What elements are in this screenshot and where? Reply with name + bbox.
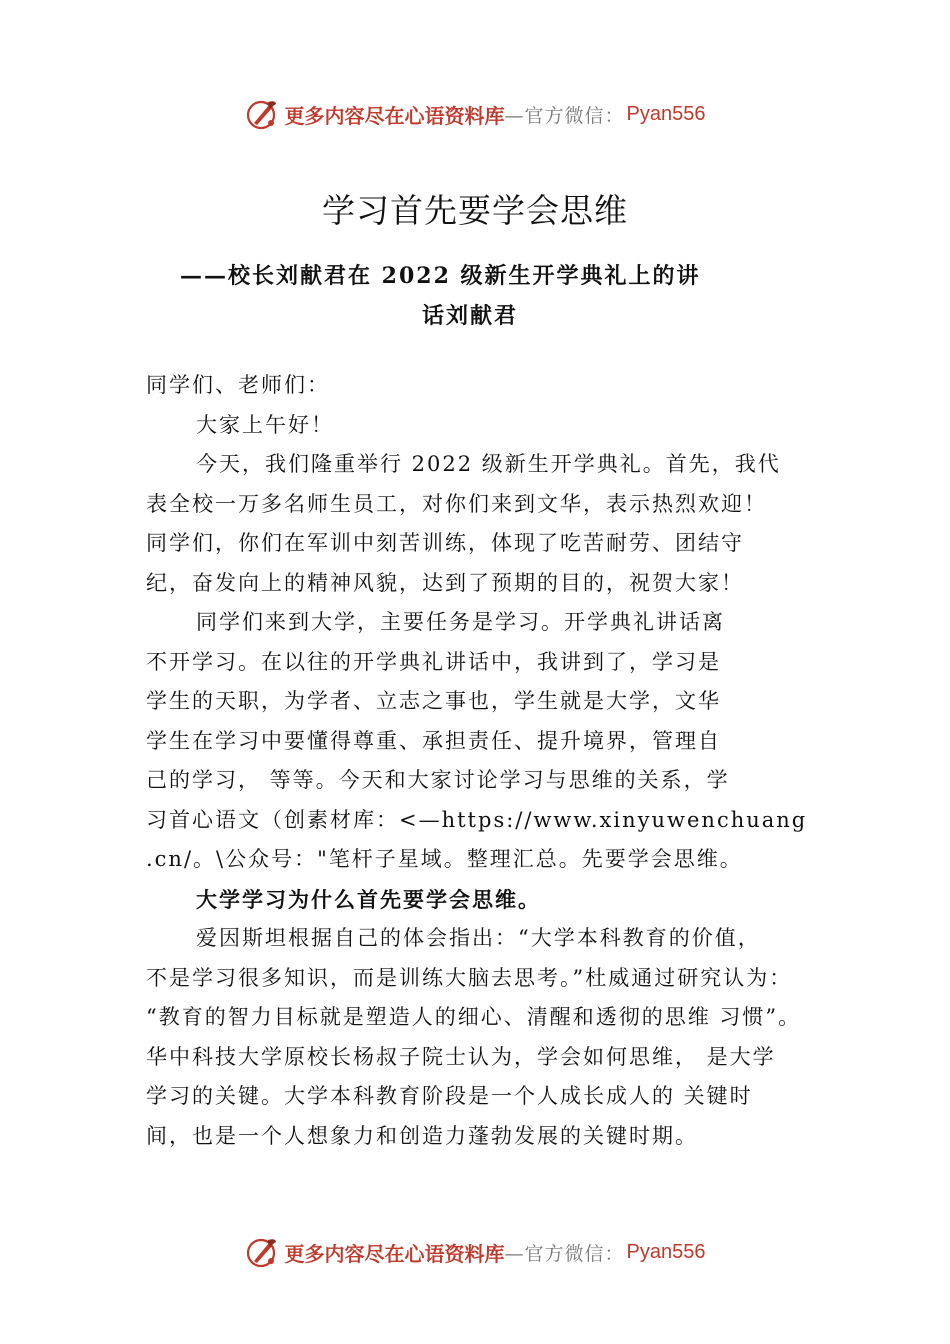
body-line: 学生的天职，为学者、立志之事也，学生就是大学，文华 — [146, 689, 721, 713]
watermark-brand-text: 更多内容尽在心语资料库 — [284, 1241, 505, 1266]
body-line: 学生在学习中要懂得尊重、承担责任、提升境界，管理自 — [146, 728, 721, 753]
body-line: 不开学习。在以往的开学典礼讲话中，我讲到了，学习是 — [146, 649, 721, 674]
document-body — [146, 366, 846, 1156]
watermark-banner-top — [0, 96, 950, 132]
watermark-wechat-id: Pyan556 — [626, 102, 706, 125]
body-line: “教育的智力目标就是塑造人的细心、清醒和透彻的思维 习惯”。 — [146, 1005, 802, 1029]
body-line: .cn/。\公众号："笔杆子星域。整理汇总。先要学会思维。 — [146, 847, 743, 871]
greeting: 大家上午好！ — [196, 412, 334, 437]
subtitle-line-1: ——校长刘献君在 2022 级新生开学典礼上的讲 — [180, 263, 701, 289]
body-line: 己的学习， 等等。今天和大家讨论学习与思维的关系，学 — [146, 768, 730, 792]
body-line: 表全校一万多名师生员工，对你们来到文华，表示热烈欢迎！ — [146, 491, 767, 516]
quill-pen-logo-icon — [245, 97, 279, 131]
document-subtitle — [180, 256, 780, 336]
watermark-label-text: —官方微信： — [504, 104, 625, 127]
body-line: 纪，奋发向上的精神风貌，达到了预期的目的，祝贺大家！ — [146, 570, 744, 595]
body-line: 同学们来到大学，主要任务是学习。开学典礼讲话离 — [196, 610, 725, 634]
body-line: 同学们，你们在军训中刻苦训练，体现了吃苦耐劳、团结守 — [146, 531, 744, 555]
body-line: 不是学习很多知识，而是训练大脑去思考。”杜威通过研究认为： — [146, 965, 793, 990]
watermark-brand-text: 更多内容尽在心语资料库 — [284, 103, 505, 128]
body-line: 华中科技大学原校长杨叔子院士认为，学会如何思维， 是大学 — [146, 1044, 776, 1069]
body-line: 间，也是一个人想象力和创造力蓬勃发展的关键时期。 — [146, 1123, 698, 1148]
watermark-wechat-id: Pyan556 — [626, 1240, 706, 1263]
quill-pen-logo-icon — [245, 1235, 279, 1269]
salutation: 同学们、老师们： — [146, 373, 330, 397]
document-title: 学习首先要学会思维 — [322, 191, 628, 230]
body-line: 今天，我们隆重举行 2022 级新生开学典礼。首先，我代 — [196, 452, 781, 476]
body-line: 爱因斯坦根据自己的体会指出：“大学本科教育的价值， — [196, 926, 761, 950]
subtitle-line-2: 话刘献君 — [421, 303, 518, 329]
body-line: 学习的关键。大学本科教育阶段是一个人成长成人的 关键时 — [146, 1084, 753, 1108]
body-line: 习首心语文（创素材库：<—https://www.xinyuwenchuang — [146, 807, 808, 832]
watermark-label-text: —官方微信： — [504, 1242, 625, 1265]
watermark-banner-bottom — [0, 1234, 950, 1270]
section-heading: 大学学习为什么首先要学会思维。 — [196, 886, 541, 912]
